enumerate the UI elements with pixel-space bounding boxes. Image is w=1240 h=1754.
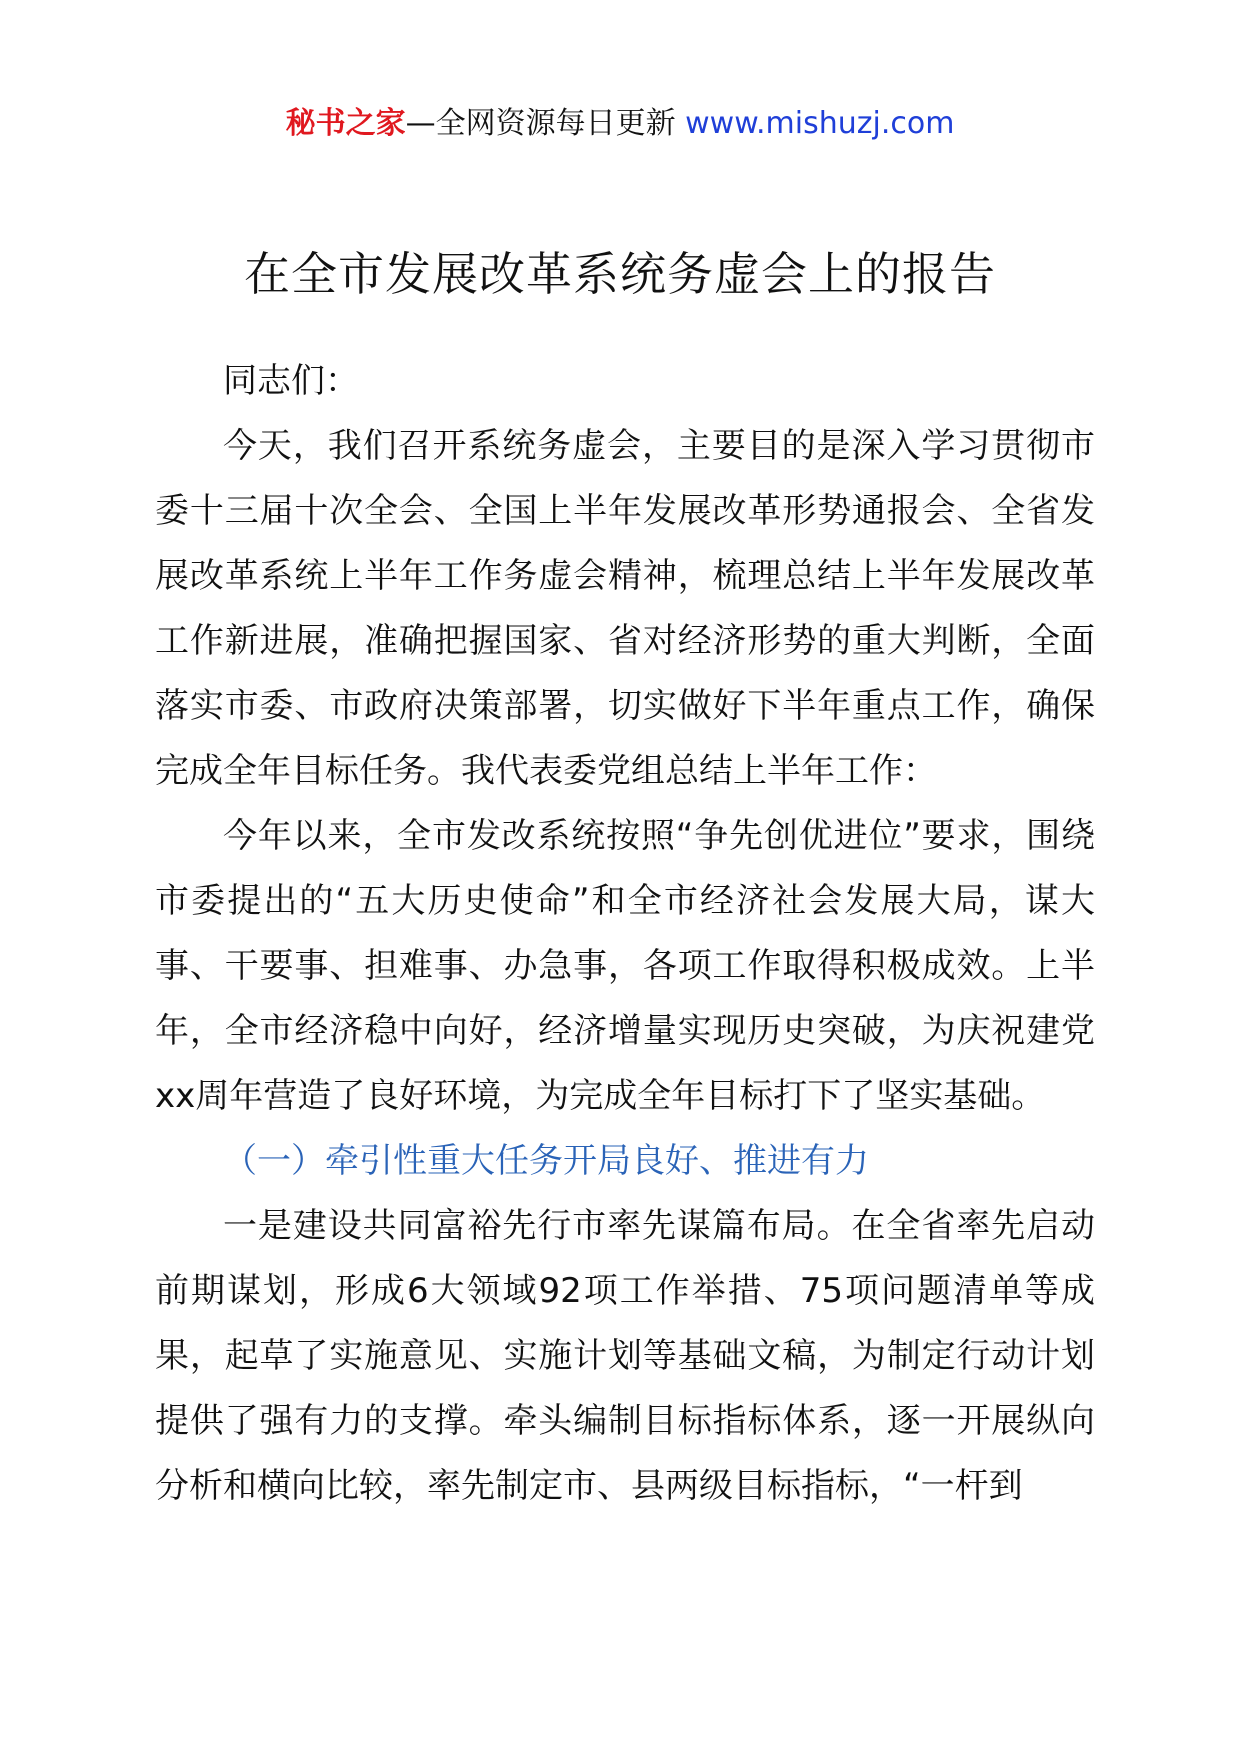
- document-title: 在全市发展改革系统务虚会上的报告: [244, 247, 996, 301]
- document-body: [155, 349, 1095, 1519]
- site-brand-name: 秘书之家: [285, 106, 406, 141]
- body-paragraph-1: 今天，我们召开系统务虚会，主要目的是深入学习贯彻市委十三届十次全会、全国上半年发展改革形势通报会、全省发展改革系统上半年工作务虚会精神，梳理总结上半年发展改革工作新进展，准确把握国家、省对经济形势的重大判断，全面落实市委、市政府决策部署，切实做好下半年重点工作，确保完成全年目标任务。我代表委党组总结上半年工作：: [155, 426, 1095, 791]
- site-url-link[interactable]: www.mishuzj.com: [685, 106, 955, 141]
- section-heading: （一）牵引性重大任务开局良好、推进有力: [223, 1141, 869, 1181]
- site-tagline: —全网资源每日更新: [405, 106, 686, 141]
- body-paragraph-2: 今年以来，全市发改系统按照“争先创优进位”要求，围绕市委提出的“五大历史使命”和全市经济社会发展大局，谋大事、干要事、担难事、办急事，各项工作取得积极成效。上半年，全市经济稳中向好，经济增量实现历史突破，为庆祝建党xx周年营造了良好环境，为完成全年目标打下了坚实基础。: [155, 816, 1095, 1116]
- site-header-banner: [0, 104, 1240, 144]
- salutation: 同志们：: [223, 361, 359, 401]
- section-paragraph: 一是建设共同富裕先行市率先谋篇布局。在全省率先启动前期谋划，形成6大领域92项工作举措、75项问题清单等成果，起草了实施意见、实施计划等基础文稿，为制定行动计划提供了强有力的支撑。牵头编制目标指标体系，逐一开展纵向分析和横向比较，率先制定市、县两级目标指标，“一杆到: [155, 1206, 1095, 1506]
